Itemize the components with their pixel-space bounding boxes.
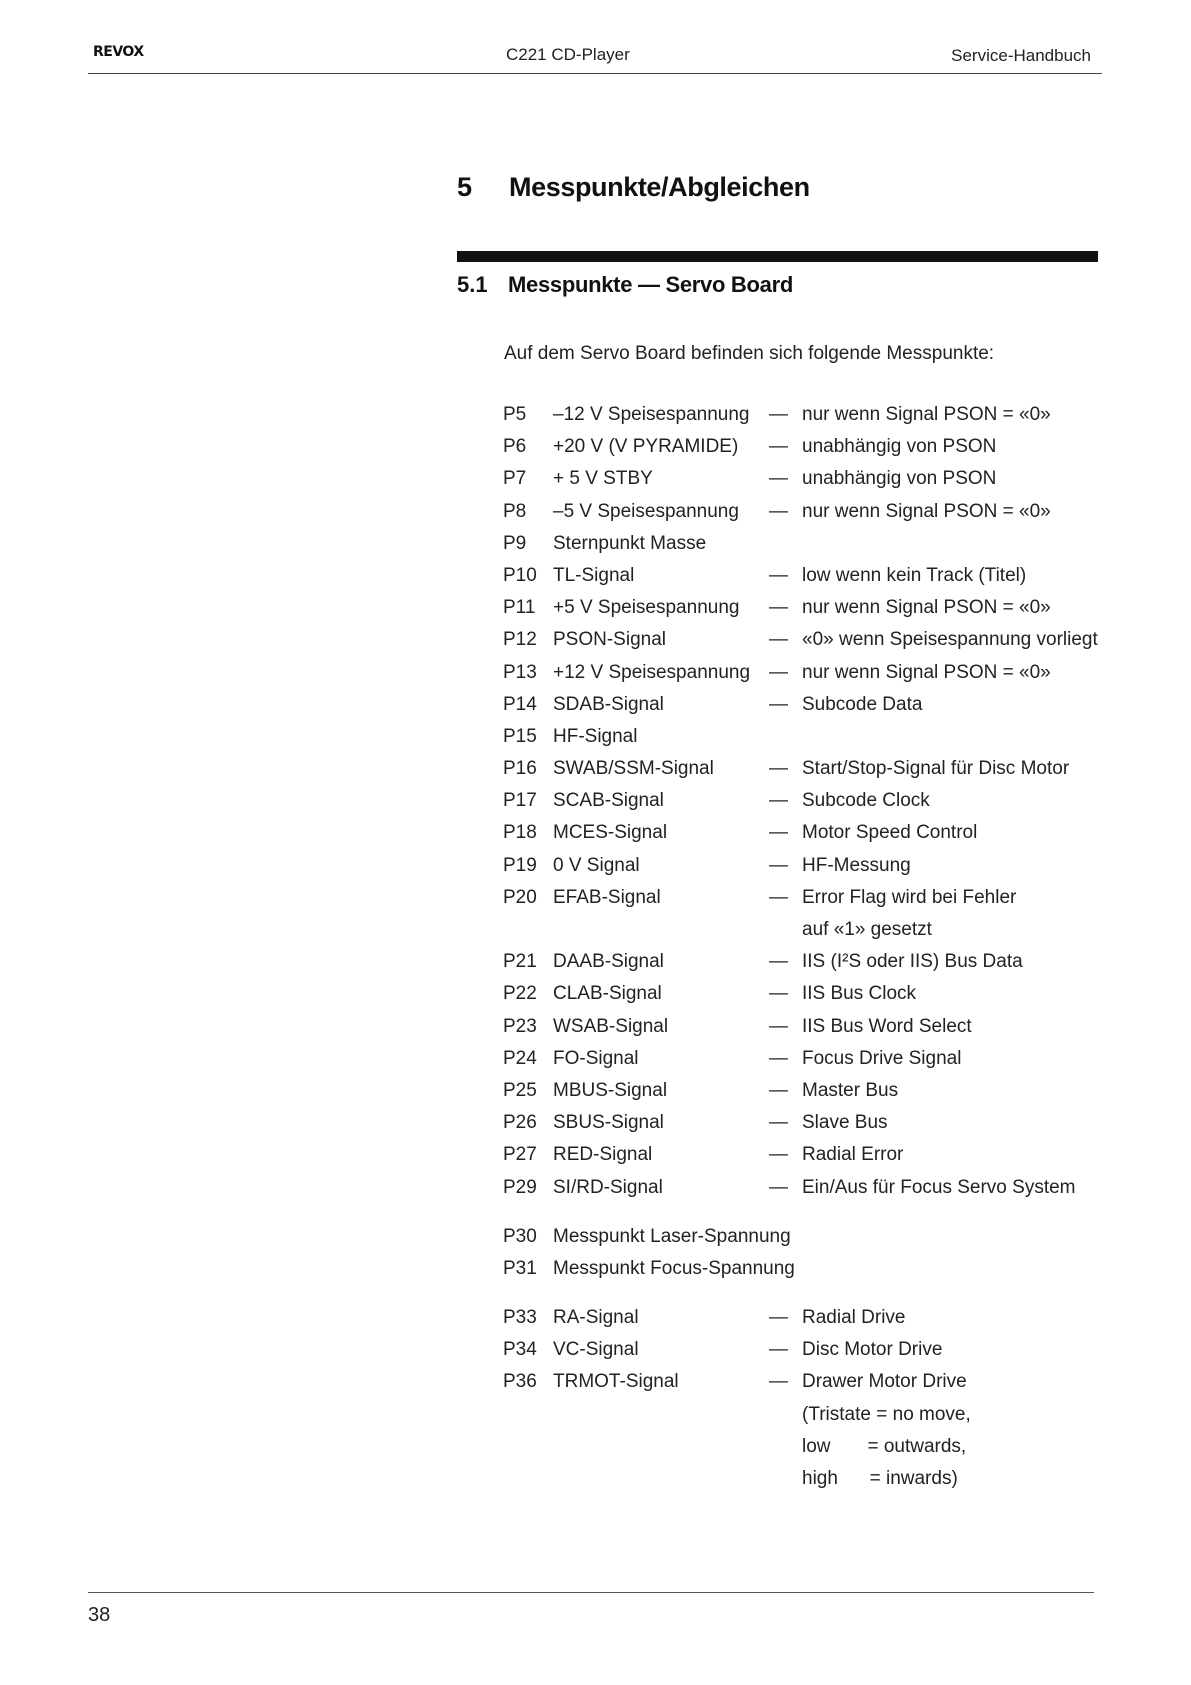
point-name: FO-Signal xyxy=(553,1047,639,1069)
point-name: +5 V Speisespannung xyxy=(553,597,740,619)
point-description: Disc Motor Drive xyxy=(802,1339,943,1361)
point-code: P19 xyxy=(503,854,537,876)
point-code: P24 xyxy=(503,1047,537,1069)
footer-rule xyxy=(88,1592,1094,1593)
point-dash: — xyxy=(769,822,788,844)
point-name: –5 V Speisespannung xyxy=(553,500,739,522)
point-code: P5 xyxy=(503,404,527,425)
point-row-p29 xyxy=(503,1172,1103,1204)
point-row-p6 xyxy=(503,431,1103,463)
point-description: IIS Bus Clock xyxy=(802,983,917,1005)
point-code: P23 xyxy=(503,1015,537,1037)
point-row-p13 xyxy=(503,657,1103,689)
point-dash: — xyxy=(769,629,788,651)
point-description: HF-Messung xyxy=(802,854,911,876)
point-row-p9 xyxy=(503,528,1103,560)
point-description: «0» wenn Speisespannung vorliegt xyxy=(802,629,1098,651)
point-dash: — xyxy=(769,693,788,715)
point-code: P7 xyxy=(503,468,527,490)
point-row-p21 xyxy=(503,946,1103,978)
point-name: SDAB-Signal xyxy=(553,693,664,715)
point-dash: — xyxy=(769,886,788,908)
point-code: P25 xyxy=(503,1079,537,1101)
point-code: P20 xyxy=(503,886,537,908)
point-code: P17 xyxy=(503,790,537,812)
page-number: 38 xyxy=(88,1604,111,1626)
point-code: P29 xyxy=(503,1176,537,1198)
point-dash: — xyxy=(769,1015,788,1037)
measurement-point-list xyxy=(503,399,1103,1495)
chapter-title: Messpunkte/Abgleichen xyxy=(509,172,810,202)
point-row-p20-continued xyxy=(503,914,1103,946)
point-description: Radial Drive xyxy=(802,1307,906,1329)
point-row-p36-continued xyxy=(503,1431,1103,1463)
point-dash: — xyxy=(769,983,788,1005)
point-dash: — xyxy=(769,1079,788,1101)
point-code: P15 xyxy=(503,725,537,747)
point-description: Radial Error xyxy=(802,1144,904,1166)
chapter-number: 5 xyxy=(457,172,473,202)
point-code: P14 xyxy=(503,693,537,715)
point-dash: — xyxy=(769,1144,788,1166)
point-name: + 5 V STBY xyxy=(553,468,653,490)
point-name: SBUS-Signal xyxy=(553,1112,664,1134)
point-dash: — xyxy=(769,951,788,973)
point-description: low wenn kein Track (Titel) xyxy=(802,564,1027,586)
point-row-p26 xyxy=(503,1107,1103,1139)
point-description: Subcode Data xyxy=(802,693,923,715)
point-row-p30 xyxy=(503,1221,1103,1253)
point-description: Subcode Clock xyxy=(802,790,930,812)
point-description: unabhängig von PSON xyxy=(802,468,997,490)
point-dash: — xyxy=(769,661,788,683)
point-row-p34 xyxy=(503,1334,1103,1366)
point-description: nur wenn Signal PSON = «0» xyxy=(802,661,1051,683)
point-name: –12 V Speisespannung xyxy=(553,404,750,425)
point-row-p23 xyxy=(503,1011,1103,1043)
point-code: P13 xyxy=(503,661,537,683)
point-name: Sternpunkt Masse xyxy=(553,532,707,554)
point-code: P34 xyxy=(503,1339,537,1361)
point-dash: — xyxy=(769,564,788,586)
point-name: TRMOT-Signal xyxy=(553,1371,679,1393)
point-row-p25 xyxy=(503,1075,1103,1107)
point-code: P31 xyxy=(503,1257,537,1279)
point-row-p11 xyxy=(503,592,1103,624)
point-row-p33 xyxy=(503,1302,1103,1334)
point-description: auf «1» gesetzt xyxy=(802,919,932,940)
point-name: HF-Signal xyxy=(553,725,638,747)
point-name: SI/RD-Signal xyxy=(553,1176,663,1198)
point-description: IIS Bus Word Select xyxy=(802,1015,972,1037)
point-row-p17 xyxy=(503,785,1103,817)
point-code: P18 xyxy=(503,822,537,844)
point-dash: — xyxy=(769,1371,788,1393)
point-name: Messpunkt Laser-Spannung xyxy=(553,1225,791,1247)
point-dash: — xyxy=(769,436,788,458)
point-code: P16 xyxy=(503,758,537,780)
point-code: P30 xyxy=(503,1225,537,1247)
point-description: Motor Speed Control xyxy=(802,822,978,844)
point-name: VC-Signal xyxy=(553,1339,639,1361)
point-description: nur wenn Signal PSON = «0» xyxy=(802,597,1051,619)
point-dash: — xyxy=(769,1176,788,1198)
point-name: SWAB/SSM-Signal xyxy=(553,758,714,780)
point-code: P27 xyxy=(503,1144,537,1166)
point-name: TL-Signal xyxy=(553,564,635,586)
point-name: 0 V Signal xyxy=(553,854,640,876)
point-name: RA-Signal xyxy=(553,1307,639,1329)
point-description: low = outwards, xyxy=(802,1435,967,1457)
point-row-p36-continued xyxy=(503,1463,1103,1495)
point-dash: — xyxy=(769,1112,788,1134)
point-description: IIS (I²S oder IIS) Bus Data xyxy=(802,951,1023,973)
document-type: Service-Handbuch xyxy=(951,46,1091,65)
intro-text: Auf dem Servo Board befinden sich folgende Messpunkte: xyxy=(504,343,995,364)
point-name: MBUS-Signal xyxy=(553,1079,668,1101)
point-dash: — xyxy=(769,854,788,876)
point-code: P8 xyxy=(503,500,527,522)
point-description: Ein/Aus für Focus Servo System xyxy=(802,1176,1076,1198)
point-code: P36 xyxy=(503,1371,537,1393)
point-row-p22 xyxy=(503,978,1103,1010)
point-code: P22 xyxy=(503,983,537,1005)
point-row-p20 xyxy=(503,882,1103,914)
point-row-p27 xyxy=(503,1139,1103,1171)
point-dash: — xyxy=(769,758,788,780)
point-row-p8 xyxy=(503,496,1103,528)
point-code: P21 xyxy=(503,951,537,973)
header-rule xyxy=(88,73,1102,74)
point-row-p14 xyxy=(503,689,1103,721)
point-description: Master Bus xyxy=(802,1079,899,1101)
point-row-p31 xyxy=(503,1253,1103,1285)
point-dash: — xyxy=(769,1047,788,1069)
point-row-p18 xyxy=(503,817,1103,849)
point-name: +20 V (V PYRAMIDE) xyxy=(553,436,739,458)
point-code: P12 xyxy=(503,629,537,651)
point-description: unabhängig von PSON xyxy=(802,436,997,458)
point-description: (Tristate = no move, xyxy=(802,1403,971,1425)
point-row-p7 xyxy=(503,463,1103,495)
point-name: RED-Signal xyxy=(553,1144,653,1166)
point-name: Messpunkt Focus-Spannung xyxy=(553,1257,795,1279)
point-code: P9 xyxy=(503,532,527,554)
point-description: Start/Stop-Signal für Disc Motor xyxy=(802,758,1070,780)
point-dash: — xyxy=(769,468,788,490)
point-row-p24 xyxy=(503,1043,1103,1075)
point-dash: — xyxy=(769,404,788,425)
brand-logo: REVOX xyxy=(93,44,144,60)
point-description: Focus Drive Signal xyxy=(802,1047,962,1069)
point-code: P33 xyxy=(503,1307,537,1329)
point-name: CLAB-Signal xyxy=(553,983,662,1005)
point-dash: — xyxy=(769,597,788,619)
point-description: Drawer Motor Drive xyxy=(802,1371,967,1393)
point-row-p19 xyxy=(503,850,1103,882)
section-number: 5.1 xyxy=(457,272,488,297)
document-title: C221 CD-Player xyxy=(506,45,630,64)
point-name: PSON-Signal xyxy=(553,629,666,651)
point-name: MCES-Signal xyxy=(553,822,668,844)
section-title: Messpunkte — Servo Board xyxy=(508,272,793,297)
point-row-p36 xyxy=(503,1366,1103,1398)
point-name: WSAB-Signal xyxy=(553,1015,669,1037)
point-dash: — xyxy=(769,1339,788,1361)
point-row-p36-continued xyxy=(503,1399,1103,1431)
point-name: DAAB-Signal xyxy=(553,951,664,973)
section-bar xyxy=(457,251,1098,262)
point-row-p15 xyxy=(503,721,1103,753)
point-description: Slave Bus xyxy=(802,1112,888,1134)
point-name: +12 V Speisespannung xyxy=(553,661,751,683)
point-row-p5 xyxy=(503,399,1103,431)
point-code: P11 xyxy=(503,597,536,619)
point-dash: — xyxy=(769,1307,788,1329)
point-code: P26 xyxy=(503,1112,537,1134)
point-code: P6 xyxy=(503,436,527,458)
point-dash: — xyxy=(769,790,788,812)
point-description: nur wenn Signal PSON = «0» xyxy=(802,404,1051,425)
point-name: SCAB-Signal xyxy=(553,790,664,812)
point-code: P10 xyxy=(503,564,537,586)
point-description: nur wenn Signal PSON = «0» xyxy=(802,500,1051,522)
point-row-p12 xyxy=(503,624,1103,656)
point-row-p16 xyxy=(503,753,1103,785)
point-description: high = inwards) xyxy=(802,1468,958,1489)
point-description: Error Flag wird bei Fehler xyxy=(802,886,1017,908)
point-row-p10 xyxy=(503,560,1103,592)
point-name: EFAB-Signal xyxy=(553,886,661,908)
point-dash: — xyxy=(769,500,788,522)
